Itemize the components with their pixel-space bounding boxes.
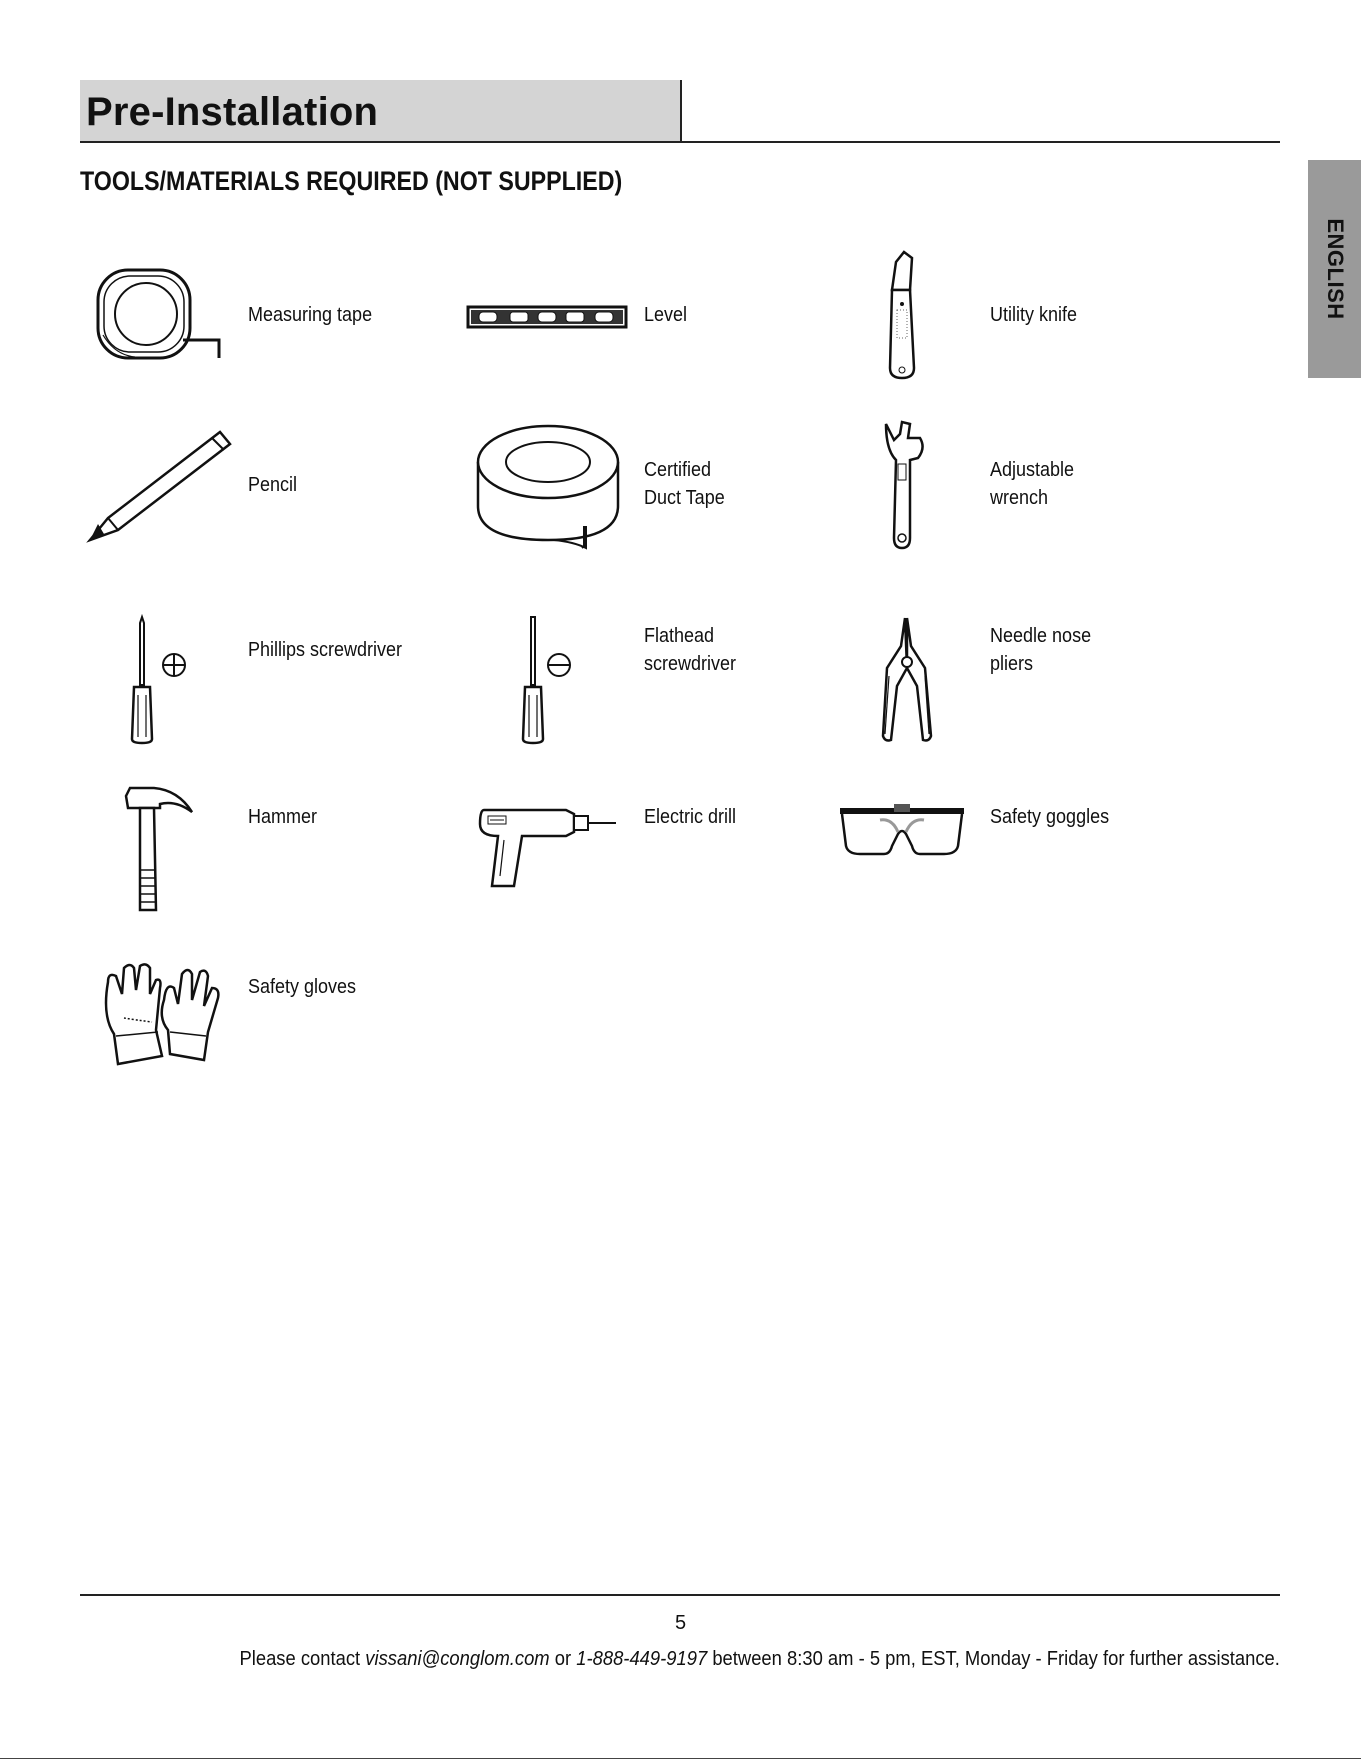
tool-label: wrench (990, 487, 1049, 509)
tool-label: Phillips screwdriver (248, 639, 403, 661)
flathead-screwdriver-icon (519, 615, 581, 745)
tool-label: Utility knife (990, 304, 1078, 326)
safety-gloves-icon (100, 960, 224, 1070)
needle-nose-pliers-icon (877, 616, 937, 744)
tool-label: screwdriver (644, 653, 737, 675)
duct-tape-icon (474, 422, 622, 550)
pencil-icon (88, 428, 233, 543)
measuring-tape-icon (95, 265, 225, 365)
contact-prefix: Please contact (239, 1648, 361, 1670)
tool-label: Safety gloves (248, 976, 357, 998)
contact-or: or (554, 1648, 572, 1670)
safety-goggles-icon (836, 800, 968, 858)
electric-drill-icon (478, 806, 618, 890)
tool-label: pliers (990, 653, 1034, 675)
level-icon (467, 305, 627, 329)
language-tab (1308, 160, 1361, 378)
contact-phone[interactable]: 1-888-449-9197 (576, 1648, 708, 1670)
header-rule (80, 141, 1280, 143)
adjustable-wrench-icon (880, 420, 930, 552)
contact-email[interactable]: vissani@conglom.com (365, 1648, 550, 1670)
tool-label: Measuring tape (248, 304, 373, 326)
tool-label: Duct Tape (644, 487, 725, 509)
page-bottom-edge (0, 1758, 1361, 1759)
hammer-icon (120, 782, 194, 914)
tool-label: Pencil (248, 474, 298, 496)
contact-line (240, 1648, 1280, 1671)
tool-label: Hammer (248, 806, 318, 828)
tool-label: Adjustable (990, 459, 1075, 481)
tool-label: Needle nose (990, 625, 1092, 647)
tool-label: Safety goggles (990, 806, 1110, 828)
tool-label: Level (644, 304, 688, 326)
tool-label: Electric drill (644, 806, 737, 828)
tool-label: Flathead (644, 625, 715, 647)
footer-rule (80, 1594, 1280, 1596)
utility-knife-icon (880, 250, 922, 382)
language-tab-label: ENGLISH (1322, 218, 1348, 320)
page-number: 5 (674, 1612, 687, 1634)
page-title: Pre-Installation (86, 90, 379, 134)
contact-suffix: between 8:30 am - 5 pm, EST, Monday - Friday for further assistance. (712, 1648, 1280, 1670)
phillips-screwdriver-icon (128, 615, 190, 745)
tool-label: Certified (644, 459, 712, 481)
section-heading: TOOLS/MATERIALS REQUIRED (NOT SUPPLIED) (80, 166, 623, 196)
